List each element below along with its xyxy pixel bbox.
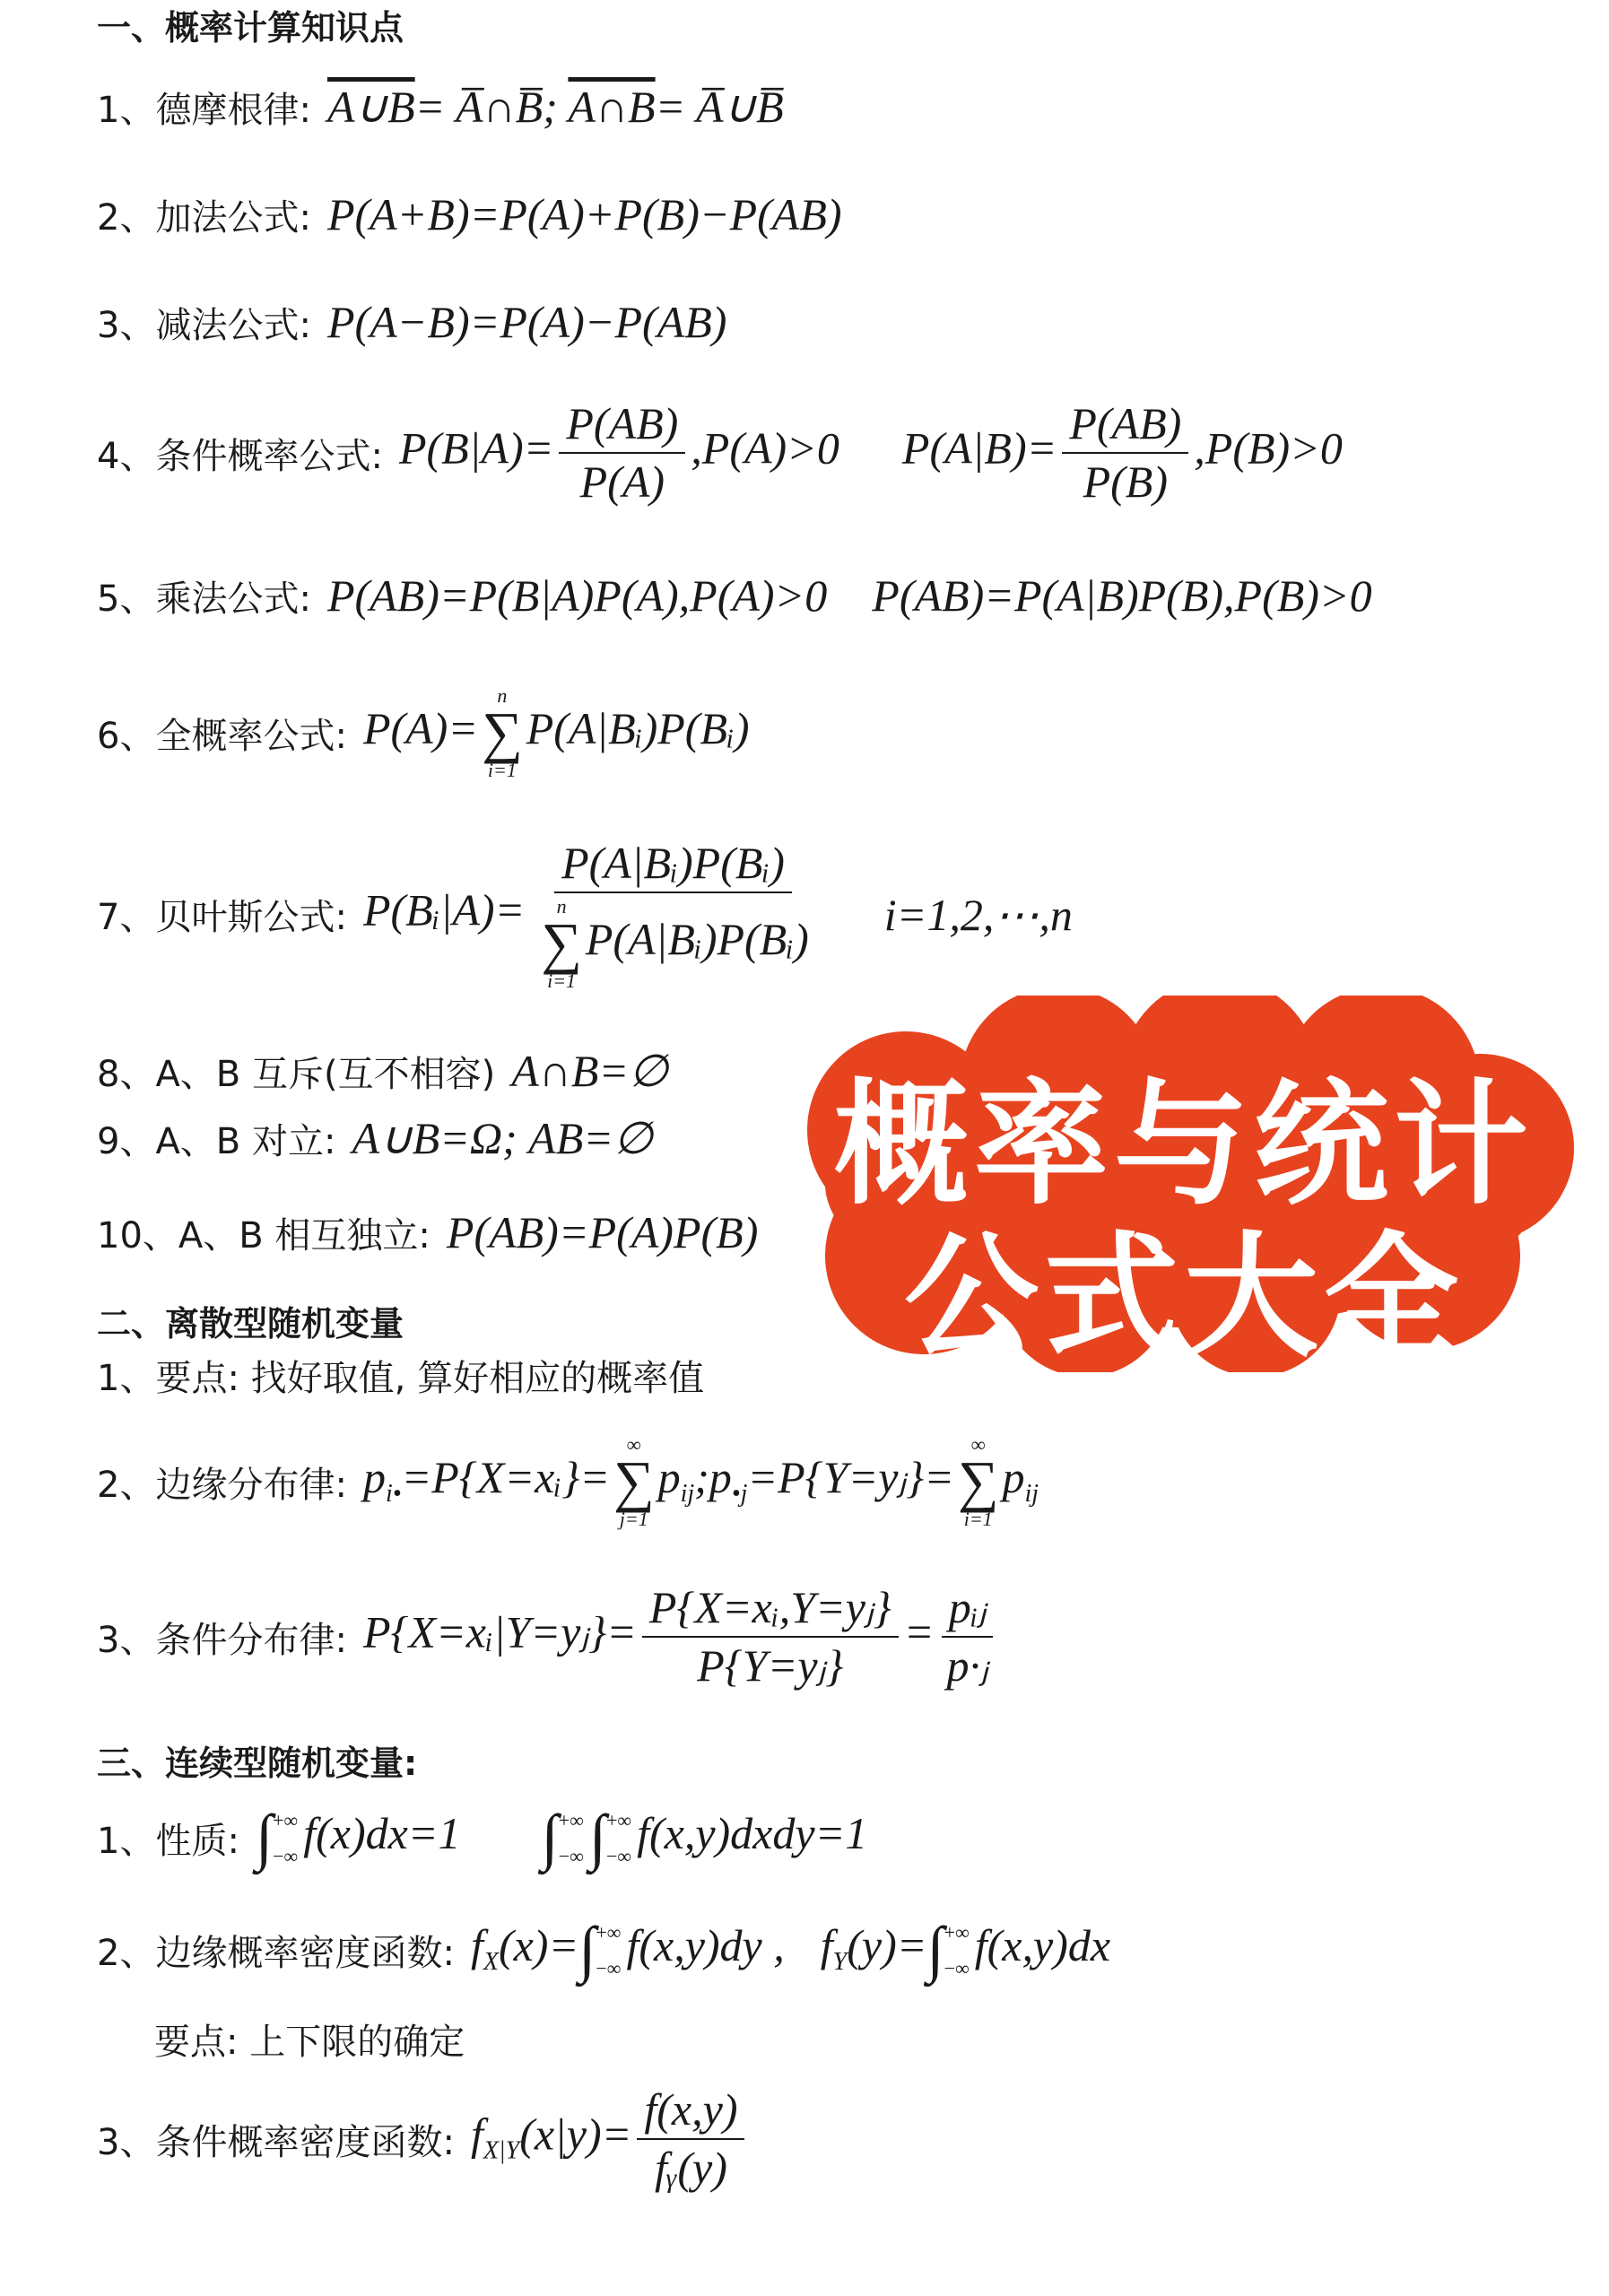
formula-math-a: P(AB)=P(B|A)P(A),P(A)>0	[326, 570, 828, 621]
formula-math: $p_{i•}=P\{X=xᵢ\}=$ ∞ ∑ j=1 $p_{ij};p_{•j}=P\{Y=yⱼ\}=$ ∞ ∑ i=1 $p_{ij}$	[362, 1433, 1039, 1530]
title-banner	[789, 996, 1579, 1376]
formula-math: P(A−B)=P(A)−P(AB)	[326, 297, 727, 347]
formula-independent	[97, 1206, 758, 1258]
formula-label: 3、减法公式:	[97, 304, 311, 346]
formula-label: 10、A、B 相互独立:	[97, 1214, 431, 1257]
formula-math-b: ∫ +∞ −∞ ∫ +∞ −∞ f(x,y)dxdy=1	[541, 1803, 868, 1873]
formula-math: P{X=xᵢ|Y=yⱼ}= $\frac{\text{P\{X=xᵢ,Y=yⱼ\}}}{\text{P\{Y=yⱼ\}}}$ = $\frac{\text{pᵢⱼ}}{\text{p·ⱼ}}$	[363, 1583, 1001, 1691]
formula-math: P(A+B)=P(A)+P(B)−P(AB)	[326, 189, 842, 239]
formula-condition: i=1,2,⋯,n	[883, 889, 1073, 940]
formula-math: A∪B=Ω; AB=∅	[352, 1113, 653, 1163]
formula-conditional	[97, 399, 1343, 507]
formula-math-b: $f_Y(y)=\int$ +∞ −∞ f(x,y)dx	[820, 1915, 1111, 1985]
formula-bayes	[97, 839, 1073, 991]
formula-label: 7、贝叶斯公式:	[97, 897, 347, 939]
section-heading-2: 二、离散型随机变量	[97, 1304, 404, 1344]
formula-label: 5、乘法公式:	[97, 578, 311, 620]
formula-opposite	[97, 1112, 653, 1164]
formula-math-b: P(A|B)= $\frac{P(AB)}{P(B)}$ ,P(B)>0	[901, 398, 1343, 507]
formula-label: 3、条件分布律:	[97, 1619, 347, 1661]
formula-label: 2、边缘概率密度函数:	[97, 1933, 455, 1975]
banner-title-line1: 概率与统计	[833, 1067, 1534, 1223]
formula-marginal-density	[97, 1915, 1110, 1986]
formula-label: 1、要点: 找好取值, 算好相应的概率值	[97, 1358, 705, 1399]
formula-label: 3、条件概率密度函数:	[97, 2121, 455, 2163]
banner-title-line2: 公式大全	[903, 1220, 1464, 1376]
discrete-key-point	[97, 1350, 720, 1401]
formula-math: P(A)= n ∑ i=1 P(A|Bᵢ)P(Bᵢ)	[362, 684, 750, 781]
formula-density-property	[97, 1803, 867, 1874]
formula-label: 2、边缘分布律:	[97, 1464, 347, 1506]
formula-math-a: ∫ +∞ −∞ f(x)dx=1	[255, 1803, 461, 1873]
formula-math: P(Bᵢ|A)= P(A|Bᵢ)P(Bᵢ) n ∑ i=1 P(A|Bᵢ)P(Bᵢ)	[362, 838, 809, 992]
formula-de-morgan	[97, 81, 784, 133]
key-point-note: 要点: 上下限的确定	[154, 2022, 465, 2063]
formula-label: 1、性质:	[97, 1821, 239, 1863]
formula-label: 2、加法公式:	[97, 196, 311, 239]
formula-math: P(AB)=P(A)P(B)	[446, 1207, 759, 1257]
formula-total-probability	[97, 686, 750, 780]
section-heading-3: 三、连续型随机变量:	[97, 1744, 418, 1783]
formula-addition	[97, 188, 842, 240]
section-heading-1: 一、概率计算知识点	[97, 8, 404, 48]
formula-label: 1、德摩根律:	[97, 89, 311, 131]
formula-math-a: P(B|A)= $\frac{P(AB)}{P(A)}$ ,P(A)>0	[398, 398, 839, 507]
formula-label: 8、A、B 互斥(互不相容)	[97, 1053, 496, 1095]
formula-conditional-density	[97, 2085, 750, 2193]
formula-mutually-exclusive	[97, 1045, 668, 1097]
formula-math: A∪B= A̅∩B̅; A∩B= A̅∪B̅	[326, 82, 784, 132]
formula-multiplication	[97, 570, 1372, 622]
formula-label: 9、A、B 对立:	[97, 1120, 336, 1162]
formula-math-b: P(AB)=P(A|B)P(B),P(B)>0	[872, 570, 1372, 621]
formula-math: A∩B=∅	[511, 1046, 668, 1096]
formula-subtraction	[97, 296, 726, 348]
formula-label: 6、全概率公式:	[97, 715, 347, 757]
formula-conditional-distribution	[97, 1583, 1001, 1691]
formula-math: $f_{X|Y}(x|y)=$ $\frac{f(x,y)}{\text{fᵧ(y)}}$	[471, 2085, 751, 2193]
formula-marginal-distribution	[97, 1435, 1039, 1529]
formula-math-a: $f_X(x)=\int$ +∞ −∞ f(x,y)dy ,	[470, 1915, 785, 1985]
formula-label: 4、条件概率公式:	[97, 435, 383, 477]
